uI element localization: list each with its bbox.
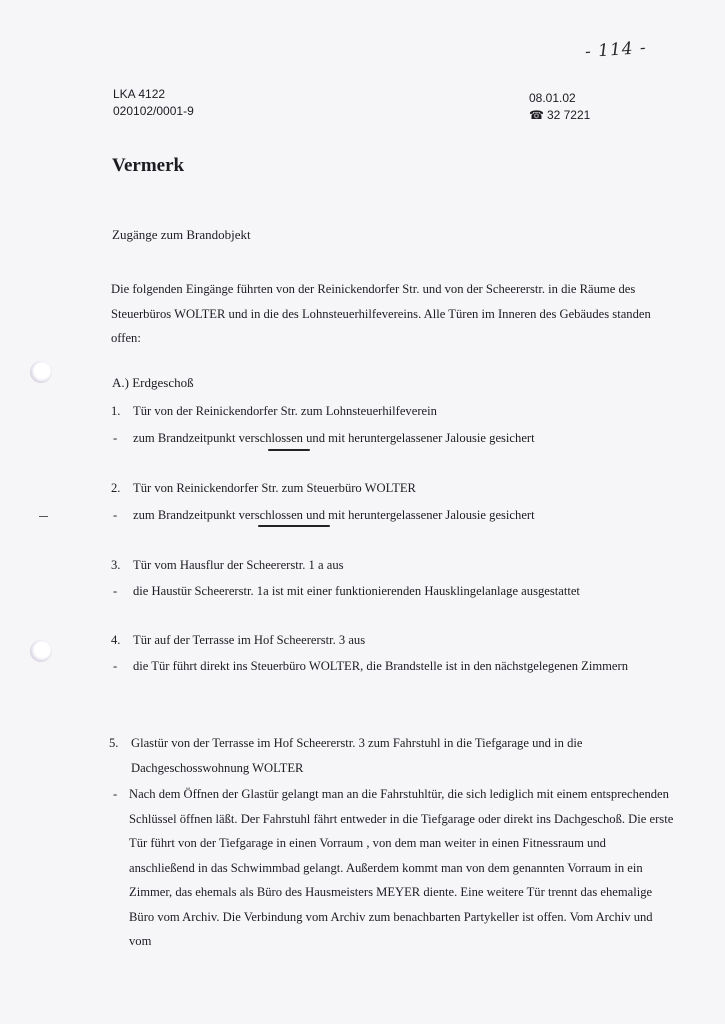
- item-title: Tür von Reinickendorfer Str. zum Steuerbüro WOLTER: [133, 481, 416, 495]
- item-dash: -: [113, 431, 118, 445]
- item-number: 4.: [111, 633, 121, 647]
- intro-paragraph: Die folgenden Eingänge führten von der Reinickendorfer Str. und von der Scheererstr. in die Räume des Steuerbüros WOLTER und in die des Lohnsteuerhilfevereins. Alle Türen im Inneren des Gebäudes standen offen:: [111, 282, 651, 345]
- document-subject: Zugänge zum Brandobjekt: [112, 227, 251, 242]
- item-description: zum Brandzeitpunkt verschlossen und mit heruntergelassener Jalousie gesichert: [133, 508, 535, 522]
- item-dash: -: [113, 508, 118, 522]
- item-number: 3.: [111, 558, 121, 572]
- item-title: Tür auf der Terrasse im Hof Scheererstr. 3 aus: [133, 633, 366, 647]
- document-date: 08.01.02: [529, 91, 576, 105]
- item-dash: -: [113, 584, 118, 598]
- item-dash: -: [113, 787, 118, 801]
- header-left: [113, 86, 194, 120]
- item-number: 1.: [111, 404, 121, 418]
- item-title: Tür von der Reinickendorfer Str. zum Lohnsteuerhilfeverein: [133, 404, 437, 418]
- handwritten-underline: [268, 449, 310, 451]
- telephone-icon: ☎: [529, 108, 544, 122]
- header-right: [529, 90, 590, 124]
- item-number: 2.: [111, 481, 121, 495]
- item-description: die Tür führt direkt ins Steuerbüro WOLTER, die Brandstelle ist in den nächstgelegenen Zimmern: [133, 659, 629, 673]
- section-heading: A.) Erdgeschoß: [112, 375, 194, 390]
- item-description: Nach dem Öffnen der Glastür gelangt man an die Fahrstuhltür, die sich lediglich mit einem entsprechenden Schlüssel öffnen läßt. Der Fahrstuhl fährt entweder in die Tiefgarage oder direkt ins Dachgeschoß. Die erste Tür führt von der Tiefgarage in einen Vorraum , von dem man weiter in einen Fitnessraum und anschließend in das Schwimmbad gelangt. Außerdem kommt man von dem genannten Vorraum in ein Zimmer, das ehemals als Büro des Hausmeisters MEYER diente. Eine weitere Tür trennt das ehemalige Büro vom Archiv. Die Verbindung vom Archiv zum benachbarten Partykeller ist offen. Vom Archiv und vom: [129, 787, 674, 948]
- item-description: zum Brandzeitpunkt verschlossen und mit heruntergelassener Jalousie gesichert: [133, 431, 535, 445]
- punch-hole: [30, 640, 52, 662]
- item-number: 5.: [109, 736, 119, 750]
- phone-extension: 32 7221: [546, 108, 591, 122]
- file-number: 020102/0001-9: [113, 104, 194, 118]
- item-description: die Haustür Scheererstr. 1a ist mit einer funktionierenden Hausklingelanlage ausgestattet: [133, 584, 580, 598]
- handwritten-underline: [258, 525, 330, 527]
- case-office: LKA 4122: [113, 87, 166, 101]
- document-title: Vermerk: [112, 155, 185, 176]
- margin-tick: [39, 516, 48, 517]
- item-dash: -: [113, 659, 118, 673]
- phone-line: [529, 107, 590, 124]
- item-title: Glastür von der Terrasse im Hof Scheererstr. 3 zum Fahrstuhl in die Tiefgarage und in die Dachgeschosswohnung WOLTER: [131, 736, 583, 775]
- handwritten-page-number: - 114 -: [584, 37, 648, 63]
- item-title: Tür vom Hausflur der Scheererstr. 1 a aus: [133, 558, 344, 572]
- punch-hole: [30, 361, 52, 383]
